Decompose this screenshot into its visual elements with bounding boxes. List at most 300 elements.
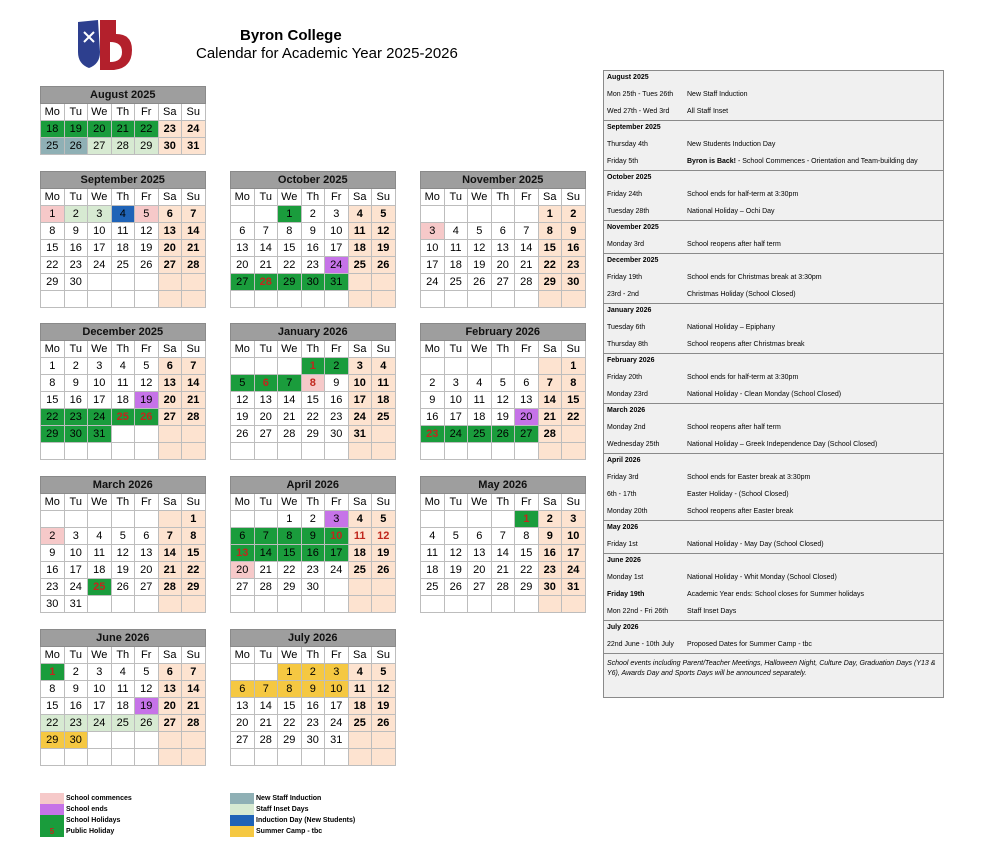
day-cell: 17 (88, 698, 112, 715)
event-row (604, 269, 943, 286)
empty-cell (421, 206, 445, 223)
legend-label: School Holidays (66, 817, 121, 824)
day-cell: 21 (254, 257, 278, 274)
day-cell: 28 (182, 257, 206, 274)
empty-cell (158, 732, 182, 749)
day-cell: 15 (41, 698, 65, 715)
event-text: Staff Inset Days (687, 608, 737, 615)
day-cell: 2 (64, 664, 88, 681)
day-cell: 28 (182, 715, 206, 732)
day-cell: 11 (88, 545, 112, 562)
empty-cell (231, 206, 255, 223)
empty-cell (468, 291, 492, 308)
day-cell: 1 (278, 664, 302, 681)
event-row (604, 136, 943, 153)
weekday-header: Tu (64, 341, 88, 358)
event-date: Friday 19th (607, 591, 645, 598)
weekday-header: Th (301, 341, 325, 358)
day-cell: 29 (301, 426, 325, 443)
event-text: School reopens after Easter break (687, 508, 794, 515)
empty-cell (182, 749, 206, 766)
weekday-header: Sa (538, 494, 562, 511)
empty-cell (278, 749, 302, 766)
event-text: Easter Holiday - (School Closed) (687, 491, 789, 498)
day-cell: 8 (301, 375, 325, 392)
event-text: National Holiday - Clean Monday (School Closed) (687, 391, 842, 398)
day-cell: 16 (301, 698, 325, 715)
empty-cell (444, 596, 468, 613)
day-cell: 2 (64, 358, 88, 375)
day-cell: 6 (158, 358, 182, 375)
day-cell: 20 (231, 715, 255, 732)
empty-cell (348, 443, 372, 460)
empty-cell (372, 274, 396, 291)
day-cell: 12 (468, 240, 492, 257)
day-cell: 24 (88, 715, 112, 732)
day-cell: 5 (111, 528, 135, 545)
empty-cell (491, 443, 515, 460)
legend-label: Public Holiday (66, 828, 115, 835)
empty-cell (348, 732, 372, 749)
day-cell: 19 (231, 409, 255, 426)
weekday-header: Mo (41, 104, 65, 121)
day-cell: 23 (325, 409, 349, 426)
day-cell: 19 (372, 698, 396, 715)
empty-cell (515, 206, 539, 223)
empty-cell (325, 749, 349, 766)
empty-cell (491, 206, 515, 223)
empty-cell (444, 206, 468, 223)
day-cell: 3 (88, 358, 112, 375)
weekday-header: Su (372, 189, 396, 206)
empty-cell (468, 358, 492, 375)
day-cell: 27 (231, 274, 255, 291)
day-cell: 15 (41, 392, 65, 409)
empty-cell (325, 579, 349, 596)
weekday-header: We (278, 494, 302, 511)
day-cell: 14 (491, 545, 515, 562)
empty-cell (111, 426, 135, 443)
day-cell: 27 (135, 579, 159, 596)
event-text: National Holiday – Ochi Day (687, 208, 775, 215)
day-cell: 6 (231, 223, 255, 240)
month-title: January 2026 (231, 324, 396, 341)
month-title: September 2025 (41, 172, 206, 189)
empty-cell (135, 732, 159, 749)
day-cell: 16 (562, 240, 586, 257)
day-cell: 16 (64, 392, 88, 409)
weekday-header: Th (111, 647, 135, 664)
event-date: Monday 20th (607, 508, 648, 515)
day-cell: 25 (348, 715, 372, 732)
empty-cell (111, 274, 135, 291)
day-cell: 1 (301, 358, 325, 375)
empty-cell (562, 291, 586, 308)
empty-cell (182, 426, 206, 443)
day-cell: 10 (421, 240, 445, 257)
empty-cell (468, 206, 492, 223)
empty-cell (254, 749, 278, 766)
day-cell: 20 (158, 392, 182, 409)
empty-cell (421, 443, 445, 460)
empty-cell (468, 511, 492, 528)
empty-cell (538, 358, 562, 375)
day-cell: 10 (444, 392, 468, 409)
day-cell: 20 (254, 409, 278, 426)
month-title: February 2026 (421, 324, 586, 341)
event-month-heading: February 2026 (607, 357, 655, 364)
event-row (604, 603, 943, 620)
empty-cell (111, 291, 135, 308)
weekday-header: Tu (254, 189, 278, 206)
month-title: November 2025 (421, 172, 586, 189)
weekday-header: Sa (348, 494, 372, 511)
day-cell: 17 (64, 562, 88, 579)
day-cell: 28 (158, 579, 182, 596)
event-text: School reopens after half term (687, 241, 781, 248)
empty-cell (41, 291, 65, 308)
day-cell: 25 (111, 409, 135, 426)
day-cell: 18 (41, 121, 65, 138)
weekday-header: Sa (158, 341, 182, 358)
weekday-header: Th (301, 189, 325, 206)
event-date: Mon 25th - Tues 26th (607, 91, 674, 98)
legend-label: Induction Day (New Students) (256, 817, 356, 824)
event-text: School ends for half-term at 3:30pm (687, 191, 799, 198)
day-cell: 26 (372, 715, 396, 732)
event-row (604, 386, 943, 403)
day-cell: 10 (325, 223, 349, 240)
day-cell: 8 (278, 681, 302, 698)
day-cell: 3 (325, 511, 349, 528)
day-cell: 23 (301, 562, 325, 579)
event-date: Friday 1st (607, 541, 638, 548)
day-cell: 7 (515, 223, 539, 240)
event-text: New Students Induction Day (687, 141, 776, 148)
school-name: Byron College (240, 27, 342, 44)
day-cell: 25 (111, 715, 135, 732)
day-cell: 24 (325, 257, 349, 274)
empty-cell (254, 443, 278, 460)
day-cell: 19 (372, 545, 396, 562)
day-cell: 18 (468, 409, 492, 426)
month-table (230, 629, 396, 766)
weekday-header: Fr (515, 341, 539, 358)
empty-cell (135, 291, 159, 308)
day-cell: 28 (182, 409, 206, 426)
day-cell: 13 (135, 545, 159, 562)
weekday-header: Sa (348, 189, 372, 206)
day-cell: 1 (41, 358, 65, 375)
day-cell: 2 (41, 528, 65, 545)
day-cell: 15 (278, 698, 302, 715)
day-cell: 13 (515, 392, 539, 409)
day-cell: 23 (64, 715, 88, 732)
weekday-header: Mo (41, 494, 65, 511)
day-cell: 19 (135, 240, 159, 257)
empty-cell (231, 664, 255, 681)
event-date: Wed 27th - Wed 3rd (607, 108, 670, 115)
event-row (604, 586, 943, 603)
day-cell: 5 (135, 358, 159, 375)
event-section (604, 220, 943, 253)
day-cell: 31 (182, 138, 206, 155)
day-cell: 15 (301, 392, 325, 409)
event-date: Monday 23rd (607, 391, 648, 398)
day-cell: 10 (348, 375, 372, 392)
day-cell: 14 (254, 698, 278, 715)
day-cell: 6 (254, 375, 278, 392)
day-cell: 4 (348, 664, 372, 681)
empty-cell (444, 291, 468, 308)
day-cell: 6 (491, 223, 515, 240)
weekday-header: Mo (421, 189, 445, 206)
day-cell: 11 (348, 528, 372, 545)
empty-cell (301, 443, 325, 460)
event-month-heading: May 2026 (607, 524, 639, 531)
day-cell: 29 (538, 274, 562, 291)
day-cell: 28 (491, 579, 515, 596)
event-text: School reopens after Christmas break (687, 341, 805, 348)
day-cell: 18 (348, 545, 372, 562)
weekday-header: We (88, 647, 112, 664)
empty-cell (278, 596, 302, 613)
empty-cell (231, 291, 255, 308)
weekday-header: Mo (41, 189, 65, 206)
month-table (40, 629, 206, 766)
event-row (604, 286, 943, 303)
event-month-heading: November 2025 (607, 224, 659, 231)
day-cell: 1 (278, 206, 302, 223)
day-cell: 29 (41, 732, 65, 749)
empty-cell (421, 511, 445, 528)
event-date: Tuesday 6th (607, 324, 646, 331)
day-cell: 26 (468, 274, 492, 291)
empty-cell (41, 511, 65, 528)
weekday-header: Mo (231, 189, 255, 206)
day-cell: 1 (515, 511, 539, 528)
event-month-heading: April 2026 (607, 457, 641, 464)
day-cell: 22 (41, 715, 65, 732)
weekday-header: We (88, 341, 112, 358)
day-cell: 26 (372, 257, 396, 274)
empty-cell (491, 596, 515, 613)
weekday-header: Tu (64, 647, 88, 664)
day-cell: 10 (88, 223, 112, 240)
weekday-header: Su (182, 341, 206, 358)
day-cell: 28 (254, 579, 278, 596)
day-cell: 4 (111, 358, 135, 375)
empty-cell (158, 291, 182, 308)
day-cell: 2 (301, 511, 325, 528)
weekday-header: Sa (158, 189, 182, 206)
day-cell: 28 (278, 426, 302, 443)
event-row (604, 419, 943, 436)
day-cell: 19 (135, 698, 159, 715)
empty-cell (88, 511, 112, 528)
event-month-heading: September 2025 (607, 124, 661, 131)
day-cell: 18 (444, 257, 468, 274)
day-cell: 9 (301, 528, 325, 545)
event-section (604, 353, 943, 403)
event-row (604, 369, 943, 386)
event-row (604, 503, 943, 520)
day-cell: 8 (538, 223, 562, 240)
day-cell: 10 (562, 528, 586, 545)
day-cell: 11 (421, 545, 445, 562)
day-cell: 16 (41, 562, 65, 579)
day-cell: 17 (562, 545, 586, 562)
day-cell: 16 (64, 698, 88, 715)
weekday-header: Fr (135, 104, 159, 121)
weekday-header: Tu (254, 494, 278, 511)
weekday-header: Sa (158, 494, 182, 511)
day-cell: 23 (301, 715, 325, 732)
empty-cell (135, 596, 159, 613)
day-cell: 19 (372, 240, 396, 257)
weekday-header: Tu (254, 341, 278, 358)
weekday-header: Sa (158, 104, 182, 121)
day-cell: 15 (278, 545, 302, 562)
day-cell: 3 (421, 223, 445, 240)
empty-cell (64, 443, 88, 460)
legend-swatch (230, 815, 254, 826)
day-cell: 12 (491, 392, 515, 409)
day-cell: 8 (278, 223, 302, 240)
event-text: School ends for half-term at 3:30pm (687, 374, 799, 381)
day-cell: 29 (41, 426, 65, 443)
day-cell: 5 (231, 375, 255, 392)
day-cell: 24 (88, 409, 112, 426)
day-cell: 21 (158, 562, 182, 579)
day-cell: 8 (41, 223, 65, 240)
empty-cell (158, 274, 182, 291)
empty-cell (421, 291, 445, 308)
day-cell: 20 (468, 562, 492, 579)
event-date: Wednesday 25th (607, 441, 660, 448)
weekday-header: Tu (444, 494, 468, 511)
day-cell: 17 (325, 545, 349, 562)
day-cell: 13 (231, 240, 255, 257)
day-cell: 16 (301, 545, 325, 562)
month-title: April 2026 (231, 477, 396, 494)
day-cell: 3 (64, 528, 88, 545)
empty-cell (182, 596, 206, 613)
day-cell: 12 (372, 681, 396, 698)
empty-cell (88, 291, 112, 308)
empty-cell (41, 749, 65, 766)
day-cell: 25 (372, 409, 396, 426)
event-month-heading: January 2026 (607, 307, 652, 314)
event-date: Friday 20th (607, 374, 643, 381)
event-row (604, 236, 943, 253)
day-cell: 14 (278, 392, 302, 409)
day-cell: 4 (444, 223, 468, 240)
event-section (604, 71, 943, 120)
month-table (40, 476, 206, 613)
day-cell: 21 (538, 409, 562, 426)
day-cell: 5 (468, 223, 492, 240)
event-date: Thursday 8th (607, 341, 648, 348)
day-cell: 11 (372, 375, 396, 392)
month-table (230, 171, 396, 308)
weekday-header: Su (182, 104, 206, 121)
day-cell: 17 (88, 392, 112, 409)
events-note: School events including Parent/Teacher Meetings, Halloween Night, Culture Day, Graduation Days (Y13 & Y6), Awards Day and Sports Days will be announced separately. (604, 653, 943, 684)
empty-cell (348, 579, 372, 596)
event-date: Monday 1st (607, 574, 644, 581)
day-cell: 22 (515, 562, 539, 579)
day-cell: 20 (231, 257, 255, 274)
event-text: Christmas Holiday (School Closed) (687, 291, 796, 298)
day-cell: 30 (301, 274, 325, 291)
day-cell: 31 (348, 426, 372, 443)
day-cell: 30 (158, 138, 182, 155)
event-section (604, 453, 943, 520)
day-cell: 8 (515, 528, 539, 545)
event-month-heading: March 2026 (607, 407, 646, 414)
legend-label: Summer Camp - tbc (256, 828, 323, 835)
legend-label: New Staff Induction (256, 795, 322, 802)
day-cell: 17 (348, 392, 372, 409)
day-cell: 30 (301, 732, 325, 749)
day-cell: 30 (64, 732, 88, 749)
event-date: Tuesday 28th (607, 208, 650, 215)
day-cell: 7 (182, 206, 206, 223)
legend-label: School commences (66, 795, 132, 802)
day-cell: 13 (158, 681, 182, 698)
day-cell: 15 (562, 392, 586, 409)
month-table (40, 171, 206, 308)
day-cell: 19 (135, 392, 159, 409)
day-cell: 26 (372, 562, 396, 579)
weekday-header: Mo (231, 341, 255, 358)
day-cell: 29 (41, 274, 65, 291)
day-cell: 11 (468, 392, 492, 409)
day-cell: 2 (421, 375, 445, 392)
weekday-header: Su (182, 189, 206, 206)
empty-cell (301, 291, 325, 308)
day-cell: 2 (301, 664, 325, 681)
day-cell: 2 (562, 206, 586, 223)
empty-cell (231, 749, 255, 766)
empty-cell (562, 443, 586, 460)
empty-cell (372, 749, 396, 766)
empty-cell (301, 596, 325, 613)
day-cell: 16 (421, 409, 445, 426)
day-cell: 11 (111, 223, 135, 240)
day-cell: 13 (468, 545, 492, 562)
legend-label: School ends (66, 806, 108, 813)
day-cell: 3 (325, 664, 349, 681)
day-cell: 22 (301, 409, 325, 426)
weekday-header: We (88, 189, 112, 206)
day-cell: 23 (421, 426, 445, 443)
day-cell: 18 (348, 240, 372, 257)
day-cell: 11 (111, 681, 135, 698)
weekday-header: Mo (231, 494, 255, 511)
day-cell: 20 (88, 121, 112, 138)
day-cell: 28 (254, 274, 278, 291)
day-cell: 29 (278, 732, 302, 749)
empty-cell (182, 732, 206, 749)
day-cell: 22 (41, 257, 65, 274)
event-text: New Staff Induction (687, 91, 748, 98)
day-cell: 21 (111, 121, 135, 138)
weekday-header: Mo (421, 494, 445, 511)
day-cell: 10 (325, 681, 349, 698)
college-logo (76, 18, 134, 74)
